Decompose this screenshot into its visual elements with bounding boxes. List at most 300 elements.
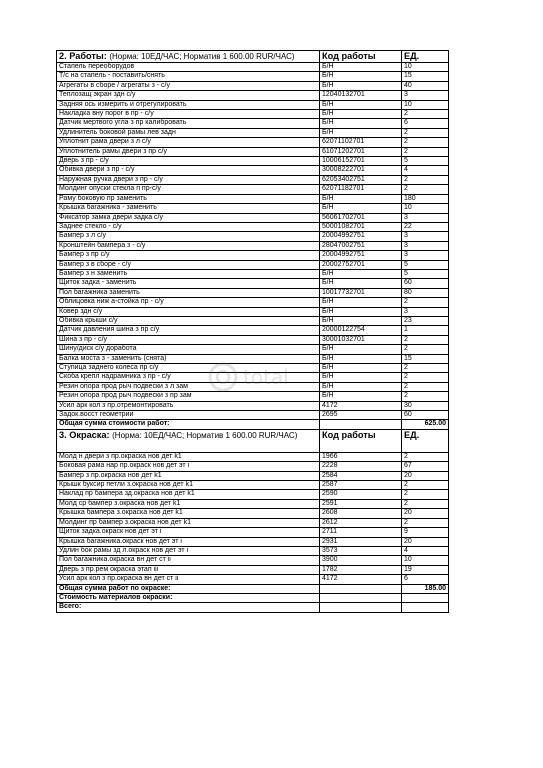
work-units: 2	[402, 345, 449, 354]
empty-cell	[449, 345, 499, 354]
work-description: Шину/диск с/у доработа	[57, 345, 320, 354]
work-units: 3	[402, 241, 449, 250]
work-description: Бампер з н заменить	[57, 269, 320, 278]
empty-cell	[449, 499, 499, 508]
empty-cell	[449, 222, 499, 231]
work-description: Щиток задка.окраск нов дет эт i	[57, 528, 320, 537]
work-units: 6	[402, 575, 449, 584]
table-row	[57, 298, 499, 307]
work-units: 3	[402, 213, 449, 222]
work-units: 5	[402, 157, 449, 166]
table-row	[57, 490, 499, 499]
table-row	[57, 373, 499, 382]
work-description: Облицовка ниж а-стойка пр - с/у	[57, 298, 320, 307]
empty-cell	[449, 166, 499, 175]
work-code: 4172	[320, 401, 402, 410]
empty-cell	[449, 565, 499, 574]
work-units: 15	[402, 72, 449, 81]
work-code: 20002752701	[320, 260, 402, 269]
table-row	[57, 147, 499, 156]
grand-total-value	[402, 603, 449, 612]
empty-cell	[449, 481, 499, 490]
table-row	[57, 565, 499, 574]
work-units: 10	[402, 100, 449, 109]
work-units: 2	[402, 452, 449, 461]
empty-cell	[449, 411, 499, 420]
work-description: Молдинг пр бампер з.окраска нов дет k1	[57, 518, 320, 527]
empty-cell	[449, 241, 499, 250]
work-units: 3	[402, 91, 449, 100]
empty-cell	[449, 232, 499, 241]
estimate-table	[56, 50, 499, 613]
work-units: 2	[402, 364, 449, 373]
work-units: 67	[402, 462, 449, 471]
table-row	[57, 345, 499, 354]
table-row	[57, 222, 499, 231]
work-units: 10	[402, 63, 449, 72]
table-row	[57, 72, 499, 81]
empty-cell	[449, 401, 499, 410]
work-code: Б/Н	[320, 194, 402, 203]
work-code: 10006152701	[320, 157, 402, 166]
empty-cell	[449, 509, 499, 518]
work-description: Резин опора прод рыч подвески з пр зам	[57, 392, 320, 401]
empty-cell	[449, 63, 499, 72]
empty-cell	[449, 518, 499, 527]
work-description: Ступица заднего колеса пр с/у	[57, 364, 320, 373]
work-units: 20	[402, 509, 449, 518]
work-code: 30001032701	[320, 335, 402, 344]
table-row	[57, 364, 499, 373]
work-description: Дверь з пр - с/у	[57, 157, 320, 166]
work-units: 5	[402, 260, 449, 269]
table-row	[57, 175, 499, 184]
table-row	[57, 392, 499, 401]
column-header-unit: ЕД.	[402, 429, 449, 452]
empty-cell	[449, 260, 499, 269]
work-units: 2	[402, 175, 449, 184]
work-units: 2	[402, 147, 449, 156]
empty-cell	[449, 298, 499, 307]
work-description: Датчик мертвого угла з пр калибровать	[57, 119, 320, 128]
column-header-code: Код работы	[320, 51, 402, 63]
paint-total-row	[57, 584, 499, 593]
work-description: Бампер з л с/у	[57, 232, 320, 241]
work-description: Кронштейн бампера з - с/у	[57, 241, 320, 250]
empty-cell	[449, 91, 499, 100]
grand-total-code	[320, 603, 402, 612]
work-description: Накладка вну порог в пр - с/у	[57, 110, 320, 119]
work-units: 40	[402, 81, 449, 90]
table-row	[57, 326, 499, 335]
work-description: Уплотнитель рамы двери з пр с/у	[57, 147, 320, 156]
work-description: Пол багажника.окраска вн дет ст ii	[57, 556, 320, 565]
work-units: 5	[402, 269, 449, 278]
empty-cell	[449, 429, 499, 452]
work-units: 19	[402, 565, 449, 574]
work-units: 2	[402, 185, 449, 194]
work-code: 2695	[320, 411, 402, 420]
work-code: Б/Н	[320, 63, 402, 72]
work-description: Наклад пр бампера зд.окраска нов дет k1	[57, 490, 320, 499]
table-row	[57, 307, 499, 316]
work-description: Бампер з пр.окраска нов дет k1	[57, 471, 320, 480]
work-units: 23	[402, 316, 449, 325]
section-paint-title-cell	[57, 429, 320, 452]
table-row	[57, 119, 499, 128]
table-row	[57, 110, 499, 119]
table-row	[57, 204, 499, 213]
empty-cell	[449, 354, 499, 363]
work-units: 2	[402, 518, 449, 527]
empty-cell	[449, 462, 499, 471]
work-description: Стапель переоборудов	[57, 63, 320, 72]
empty-cell	[449, 546, 499, 555]
empty-cell	[449, 138, 499, 147]
work-description: Задняя ось измерить и отрегулировать	[57, 100, 320, 109]
table-row	[57, 251, 499, 260]
paint-materials-label: Стоимость материалов окраски:	[57, 593, 320, 602]
work-code: 2228	[320, 462, 402, 471]
work-units: 60	[402, 279, 449, 288]
paint-materials-code	[320, 593, 402, 602]
work-description: Молд ср бампер з.окраска нов дет k1	[57, 499, 320, 508]
work-code: Б/Н	[320, 119, 402, 128]
paint-materials-value	[402, 593, 449, 602]
table-row	[57, 452, 499, 461]
work-code: Б/Н	[320, 100, 402, 109]
work-units: 2	[402, 382, 449, 391]
work-code: Б/Н	[320, 373, 402, 382]
table-row	[57, 128, 499, 137]
work-code: Б/Н	[320, 204, 402, 213]
table-row	[57, 166, 499, 175]
work-code: Б/Н	[320, 110, 402, 119]
work-code: 2587	[320, 481, 402, 490]
work-description: Боковая рама нар пр.окраск нов дет эт i	[57, 462, 320, 471]
work-code: Б/Н	[320, 81, 402, 90]
empty-cell	[449, 392, 499, 401]
empty-cell	[449, 194, 499, 203]
work-description: Балка моста з - заменить (снята)	[57, 354, 320, 363]
work-code: 1782	[320, 565, 402, 574]
work-code: 2711	[320, 528, 402, 537]
work-code: 62071182701	[320, 185, 402, 194]
work-description: Бампер з пр с/у	[57, 251, 320, 260]
table-row	[57, 63, 499, 72]
table-row	[57, 509, 499, 518]
table-row	[57, 269, 499, 278]
work-description: Крышка багажника.окраск нов дет эт i	[57, 537, 320, 546]
table-row	[57, 382, 499, 391]
table-row	[57, 462, 499, 471]
empty-cell	[449, 72, 499, 81]
work-units: 2	[402, 490, 449, 499]
empty-cell	[449, 110, 499, 119]
work-code: 2584	[320, 471, 402, 480]
work-code: 62071102701	[320, 138, 402, 147]
table-row	[57, 528, 499, 537]
empty-cell	[449, 584, 499, 593]
estimate-sheet	[56, 50, 498, 613]
work-code: Б/Н	[320, 279, 402, 288]
column-header-code: Код работы	[320, 429, 402, 452]
empty-cell	[449, 364, 499, 373]
work-units: 20	[402, 471, 449, 480]
empty-cell	[449, 213, 499, 222]
empty-cell	[449, 316, 499, 325]
empty-cell	[449, 528, 499, 537]
work-description: Т/с на стапель - поставить/снять	[57, 72, 320, 81]
grand-total-label: Всего:	[57, 603, 320, 612]
section-works	[57, 51, 499, 420]
work-description: Бампер з в сборе - с/у	[57, 260, 320, 269]
table-row	[57, 354, 499, 363]
empty-cell	[449, 490, 499, 499]
work-description: Скоба крепл надрамника з пр - с/у	[57, 373, 320, 382]
work-description: Молд н двери з пр.окраска нов дет k1	[57, 452, 320, 461]
work-code: 1966	[320, 452, 402, 461]
section-paint-title: 3. Окраска:	[59, 429, 110, 440]
work-code: 2590	[320, 490, 402, 499]
table-row	[57, 260, 499, 269]
work-description: Шина з пр - с/у	[57, 335, 320, 344]
section-paint	[57, 429, 499, 584]
work-description: Заднее стекло - с/у	[57, 222, 320, 231]
column-header-unit: ЕД.	[402, 51, 449, 63]
work-units: 2	[402, 499, 449, 508]
work-units: 9	[402, 528, 449, 537]
work-description: Пол багажника заменить	[57, 288, 320, 297]
section-works-title-cell	[57, 51, 320, 63]
work-units: 10	[402, 204, 449, 213]
work-description: Агрегаты в сборе / агрегаты з - с/у	[57, 81, 320, 90]
work-code: Б/Н	[320, 354, 402, 363]
empty-cell	[449, 251, 499, 260]
table-row	[57, 288, 499, 297]
section-paint-summary	[57, 584, 499, 612]
work-description: Резин опора прод рыч подвески з л зам	[57, 382, 320, 391]
empty-cell	[449, 128, 499, 137]
work-code: 20004992751	[320, 232, 402, 241]
work-units: 3	[402, 251, 449, 260]
work-units: 1	[402, 326, 449, 335]
work-code: Б/Н	[320, 392, 402, 401]
section-works-title: 2. Работы:	[59, 51, 107, 61]
work-code: 61071202701	[320, 147, 402, 156]
section-works-total	[57, 420, 499, 429]
work-code: Б/Н	[320, 269, 402, 278]
empty-cell	[449, 537, 499, 546]
work-description: Обивка крыши с/у	[57, 316, 320, 325]
table-row	[57, 279, 499, 288]
work-description: Щиток задка - заменить	[57, 279, 320, 288]
table-row	[57, 138, 499, 147]
empty-cell	[449, 471, 499, 480]
work-units: 3	[402, 307, 449, 316]
table-row	[57, 335, 499, 344]
work-units: 2	[402, 335, 449, 344]
empty-cell	[449, 204, 499, 213]
table-row	[57, 91, 499, 100]
work-units: 180	[402, 194, 449, 203]
work-description: Задок.восст геометрии	[57, 411, 320, 420]
work-description: Теплозащ экран здн с/у	[57, 91, 320, 100]
work-code: Б/Н	[320, 307, 402, 316]
work-code: Б/Н	[320, 72, 402, 81]
empty-cell	[449, 147, 499, 156]
work-code: 28047002751	[320, 241, 402, 250]
work-description: Фиксатор замка двери задка с/у	[57, 213, 320, 222]
work-description: Дверь з пр.рем окраска этап iii	[57, 565, 320, 574]
works-total-label: Общая сумма стоимости работ:	[57, 420, 320, 429]
work-code: 56061702701	[320, 213, 402, 222]
section-works-header	[57, 51, 499, 63]
work-code: Б/Н	[320, 364, 402, 373]
work-units: 2	[402, 481, 449, 490]
paint-total-value: 185.00	[402, 584, 449, 593]
table-row	[57, 518, 499, 527]
empty-cell	[449, 100, 499, 109]
work-code: 30008222701	[320, 166, 402, 175]
paint-total-code	[320, 584, 402, 593]
empty-cell	[449, 175, 499, 184]
table-row	[57, 471, 499, 480]
empty-cell	[449, 279, 499, 288]
table-row	[57, 316, 499, 325]
table-row	[57, 499, 499, 508]
work-code: Б/Н	[320, 345, 402, 354]
work-code: 20004992751	[320, 251, 402, 260]
table-row	[57, 232, 499, 241]
work-description: Молдинг опуски стекла п пр-с/у	[57, 185, 320, 194]
work-units: 2	[402, 373, 449, 382]
work-units: 4	[402, 166, 449, 175]
grand-total-row	[57, 603, 499, 612]
watermark-text: total	[243, 365, 289, 389]
work-code: 12040132701	[320, 91, 402, 100]
table-row	[57, 537, 499, 546]
work-description: Крышка багажника - заменить	[57, 204, 320, 213]
paint-materials-row	[57, 593, 499, 602]
work-description: Раму боковую пр заменить	[57, 194, 320, 203]
empty-cell	[449, 51, 499, 63]
work-units: 22	[402, 222, 449, 231]
section-paint-header	[57, 429, 499, 452]
empty-cell	[449, 157, 499, 166]
work-units: 2	[402, 138, 449, 147]
table-row	[57, 157, 499, 166]
work-units: 20	[402, 537, 449, 546]
empty-cell	[449, 269, 499, 278]
work-units: 2	[402, 128, 449, 137]
empty-cell	[449, 335, 499, 344]
work-description: Усил арк кол з пр.окраска вн дет ст ii	[57, 575, 320, 584]
work-description: Усил арк кол з пр.отремонтировать	[57, 401, 320, 410]
empty-cell	[449, 575, 499, 584]
empty-cell	[449, 288, 499, 297]
work-code: 2591	[320, 499, 402, 508]
section-works-norm: (Норма: 10ЕД/ЧАС; Норматив 1 600.00 RUR/ЧАС)	[109, 52, 295, 61]
work-code: 3900	[320, 556, 402, 565]
work-code: 2931	[320, 537, 402, 546]
work-description: Обивка двери з пр - с/у	[57, 166, 320, 175]
table-row	[57, 241, 499, 250]
work-description: Удлин бок рамы зд л.окраск нов дет эт i	[57, 546, 320, 555]
empty-cell	[449, 593, 499, 602]
work-units: 60	[402, 411, 449, 420]
table-row	[57, 81, 499, 90]
work-units: 2	[402, 392, 449, 401]
work-description: Крышк буксир петли з.окраска нов дет k1	[57, 481, 320, 490]
empty-cell	[449, 119, 499, 128]
work-units: 10	[402, 556, 449, 565]
work-code: 10017732701	[320, 288, 402, 297]
empty-cell	[449, 81, 499, 90]
empty-cell	[449, 373, 499, 382]
work-units: 3	[402, 232, 449, 241]
work-description: Наружная ручка двери з пр - с/у	[57, 175, 320, 184]
empty-cell	[449, 185, 499, 194]
empty-cell	[449, 307, 499, 316]
work-units: 4	[402, 546, 449, 555]
empty-cell	[449, 556, 499, 565]
empty-cell	[449, 326, 499, 335]
table-row	[57, 481, 499, 490]
table-row	[57, 575, 499, 584]
works-total-code	[320, 420, 402, 429]
work-description: Удлинитель боковой рамы лев задн	[57, 128, 320, 137]
works-total-row	[57, 420, 499, 429]
empty-cell	[449, 603, 499, 612]
work-description: Уплотнит рама двери з л с/у	[57, 138, 320, 147]
work-code: 62053402751	[320, 175, 402, 184]
work-code: Б/Н	[320, 382, 402, 391]
table-row	[57, 194, 499, 203]
work-description: Крышка бампера з.окраска нов дет k1	[57, 509, 320, 518]
work-units: 30	[402, 401, 449, 410]
work-units: 80	[402, 288, 449, 297]
work-code: 3573	[320, 546, 402, 555]
table-row	[57, 546, 499, 555]
table-row	[57, 213, 499, 222]
work-units: 6	[402, 119, 449, 128]
section-paint-norm: (Норма: 10ЕД/ЧАС; Норматив 1 600.00 RUR/ЧАС)	[112, 430, 298, 440]
work-code: Б/Н	[320, 298, 402, 307]
table-row	[57, 401, 499, 410]
work-units: 15	[402, 354, 449, 363]
work-code: 50001082701	[320, 222, 402, 231]
empty-cell	[449, 382, 499, 391]
work-description: Ковер здн с/у	[57, 307, 320, 316]
work-code: 4172	[320, 575, 402, 584]
work-units: 2	[402, 110, 449, 119]
work-code: 2608	[320, 509, 402, 518]
works-total-value: 625.00	[402, 420, 449, 429]
work-code: Б/Н	[320, 128, 402, 137]
table-row	[57, 556, 499, 565]
empty-cell	[449, 420, 499, 429]
empty-cell	[449, 452, 499, 461]
table-row	[57, 100, 499, 109]
work-description: Датчик давления шина з пр с/у	[57, 326, 320, 335]
paint-total-label: Общая сумма работ по окраске:	[57, 584, 320, 593]
work-code: 2612	[320, 518, 402, 527]
table-row	[57, 185, 499, 194]
work-units: 2	[402, 298, 449, 307]
work-code: 20000122754	[320, 326, 402, 335]
table-row	[57, 411, 499, 420]
